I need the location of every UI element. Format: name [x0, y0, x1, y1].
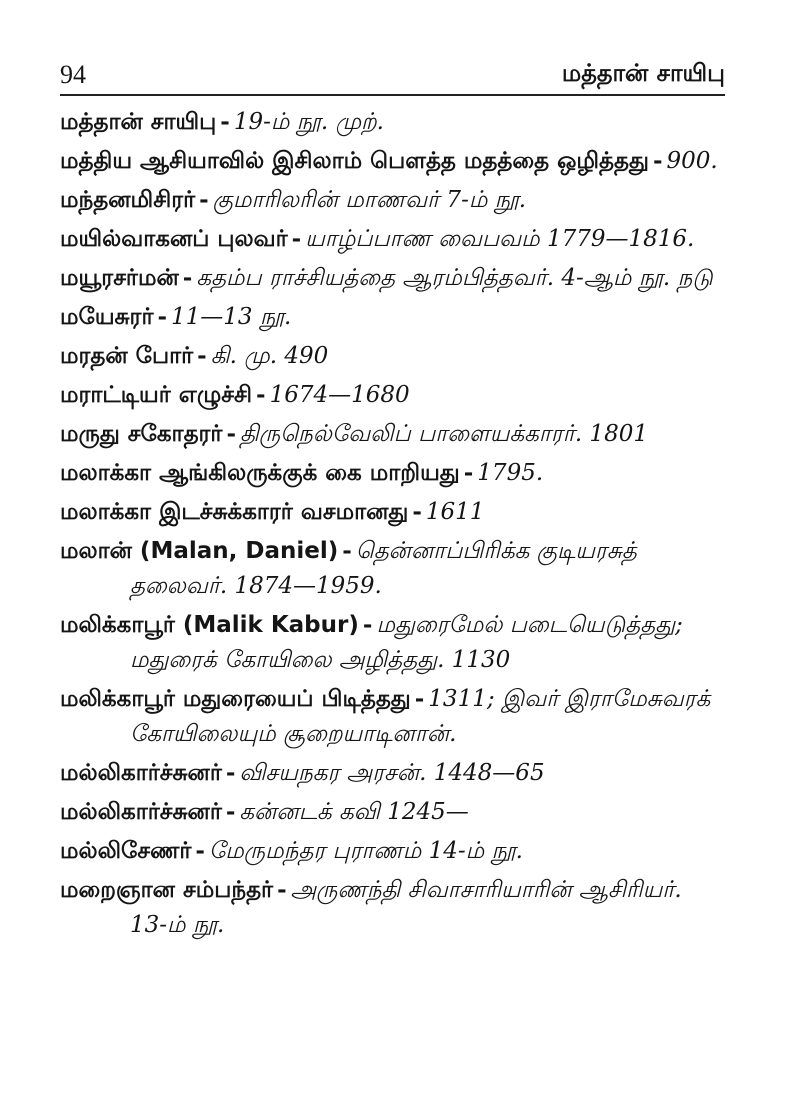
entry-description: கதம்ப ராச்சியத்தை ஆரம்பித்தவர். 4-ஆம் நூ. நடு — [196, 265, 713, 291]
entry-head: மருது சகோதரர் — [60, 421, 223, 447]
list-item — [60, 872, 725, 943]
entry-separator: - — [182, 264, 193, 291]
entry-separator: - — [225, 759, 236, 786]
entry-head: மத்திய ஆசியாவில் இசிலாம் பௌத்த மதத்தை ஒழித்தது — [60, 148, 649, 174]
entry-separator: - — [197, 342, 207, 369]
entry-head: மலாக்கா இடச்சுக்காரர் வசமானது — [60, 499, 409, 525]
entry-head: மலான் (Malan, Daniel) — [60, 538, 339, 564]
entry-head: மராட்டியர் எழுச்சி — [60, 382, 253, 408]
entry-head: மயூரசர்மன் — [60, 265, 179, 291]
entry-separator: - — [291, 225, 302, 252]
entry-separator: - — [414, 685, 425, 712]
entry-description: 1674—1680 — [269, 382, 410, 408]
entry-description: 1795. — [477, 460, 544, 486]
entry-head: மல்லிகார்ச்சுனர் — [60, 799, 222, 825]
list-item — [60, 338, 725, 374]
entry-head: மறைஞான சம்பந்தர் — [60, 877, 274, 903]
list-item — [60, 299, 725, 335]
entry-description: 1611 — [425, 499, 485, 525]
list-item — [60, 533, 725, 604]
entry-description: 900. — [666, 148, 718, 174]
entry-head: மந்தனமிசிரர் — [60, 187, 196, 213]
running-head: மத்தான் சாயிபு — [561, 59, 725, 87]
entry-description: 1311; இவர் இராமேசுவரக் கோயிலையும் சூறையாடினான். — [130, 686, 711, 747]
entry-separator: - — [199, 186, 209, 213]
entry-separator: - — [157, 303, 168, 330]
entry-head: மரதன் போர் — [60, 343, 194, 369]
entry-description: மதுரைமேல் படையெடுத்தது; மதுரைக் கோயிலை அழித்தது. 1130 — [130, 612, 683, 673]
entry-head: மலாக்கா ஆங்கிலருக்குக் கை மாறியது — [60, 460, 460, 486]
list-item — [60, 794, 725, 830]
entry-description: குமாரிலரின் மாணவர் 7-ம் நூ. — [212, 187, 527, 213]
list-item — [60, 455, 725, 491]
entry-separator: - — [256, 381, 266, 408]
entry-description: மேருமந்தர புராணம் 14-ம் நூ. — [208, 838, 523, 864]
entry-separator: - — [412, 498, 422, 525]
list-item — [60, 377, 725, 413]
entry-head: மல்லிகார்ச்சுனர் — [60, 760, 222, 786]
entry-description: கி. மு. 490 — [210, 343, 329, 369]
page-header — [60, 50, 725, 90]
entry-description: கன்னடக் கவி 1245— — [239, 799, 469, 825]
entry-head: மயேசுரர் — [60, 304, 154, 330]
entry-list — [60, 104, 725, 946]
entry-head: மத்தான் சாயிபு — [60, 109, 217, 135]
list-item — [60, 607, 725, 678]
entry-separator: - — [195, 837, 205, 864]
header-rule — [60, 94, 725, 96]
list-item — [60, 221, 725, 257]
entry-description: அருணந்தி சிவாசாரியாரின் ஆசிரியர். 13-ம் நூ. — [130, 877, 682, 938]
entry-separator: - — [362, 611, 373, 638]
entry-description: யாழ்ப்பாண வைபவம் 1779—1816. — [305, 226, 695, 252]
entry-separator: - — [463, 459, 474, 486]
entry-description: திருநெல்வேலிப் பாளையக்காரர். 1801 — [240, 421, 648, 447]
entry-separator: - — [225, 798, 236, 825]
entry-head: மல்லிசேணர் — [60, 838, 192, 864]
entry-head: மயில்வாகனப் புலவர் — [60, 226, 288, 252]
list-item — [60, 416, 725, 452]
list-item — [60, 494, 725, 530]
entry-separator: - — [652, 147, 663, 174]
list-item — [60, 182, 725, 218]
entry-description: 11—13 நூ. — [171, 304, 292, 330]
list-item — [60, 260, 725, 296]
entry-separator: - — [220, 108, 230, 135]
entry-description: தென்னாப்பிரிக்க குடியரசுத் தலைவர். 1874—1959. — [130, 538, 637, 599]
page-number: 94 — [60, 60, 86, 89]
entry-separator: - — [277, 876, 287, 903]
list-item — [60, 833, 725, 869]
entry-separator: - — [342, 537, 352, 564]
list-item — [60, 681, 725, 752]
entry-description: விசயநகர அரசன். 1448—65 — [239, 760, 545, 786]
entry-head: மலிக்காபூர் (Malik Kabur) — [60, 612, 359, 638]
list-item — [60, 143, 725, 179]
list-item — [60, 104, 725, 140]
list-item — [60, 755, 725, 791]
entry-description: 19-ம் நூ. முற். — [233, 109, 384, 135]
entry-head: மலிக்காபூர் மதுரையைப் பிடித்தது — [60, 686, 411, 712]
entry-separator: - — [226, 420, 236, 447]
